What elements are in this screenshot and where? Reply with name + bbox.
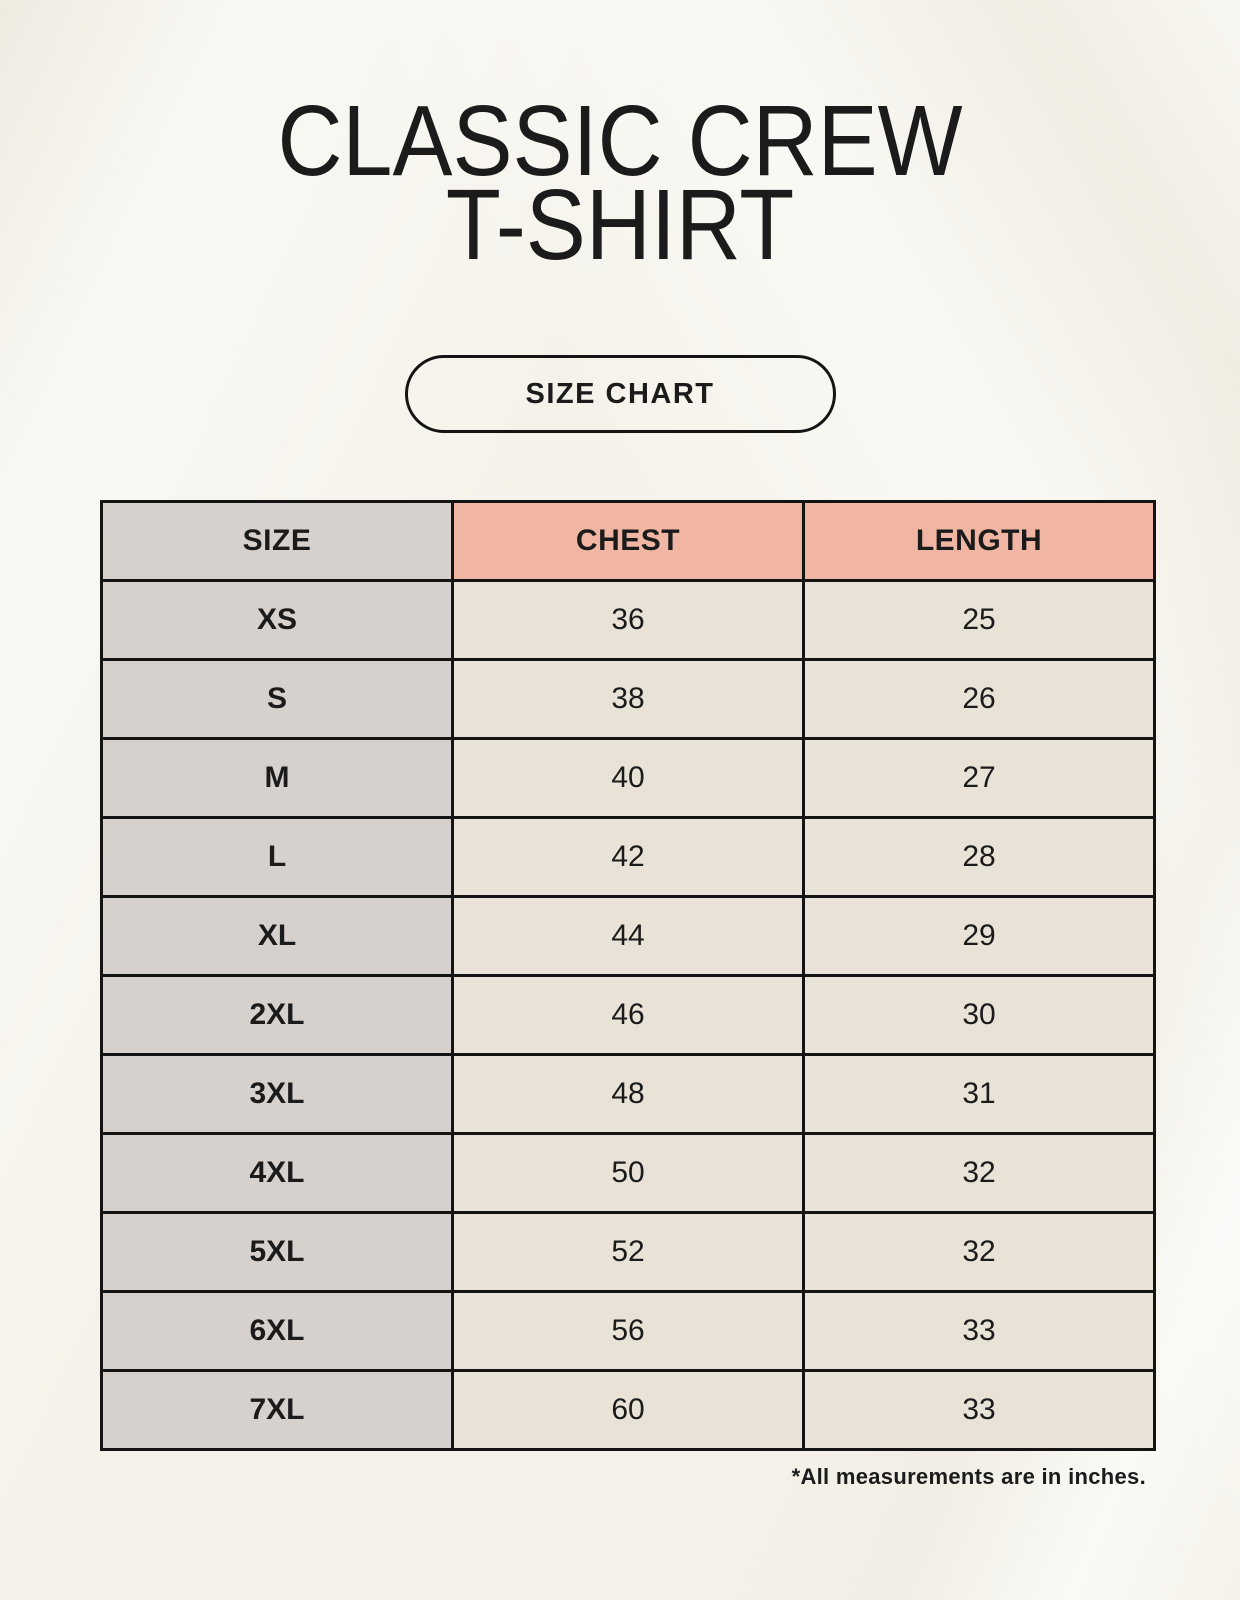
- page-title-line1: CLASSIC CREW: [277, 85, 963, 197]
- size-cell: S: [102, 660, 453, 739]
- chest-cell: 36: [453, 581, 804, 660]
- chest-cell: 50: [453, 1134, 804, 1213]
- size-cell: 4XL: [102, 1134, 453, 1213]
- size-cell: 2XL: [102, 976, 453, 1055]
- length-cell: 26: [804, 660, 1155, 739]
- page-title-line2: T-SHIRT: [445, 169, 795, 281]
- table-row: [102, 581, 1155, 660]
- table-row: [102, 1213, 1155, 1292]
- column-header-size: SIZE: [102, 502, 453, 581]
- size-cell: XS: [102, 581, 453, 660]
- size-table-section: [100, 500, 1156, 1490]
- length-cell: 31: [804, 1055, 1155, 1134]
- size-cell: M: [102, 739, 453, 818]
- size-cell: 3XL: [102, 1055, 453, 1134]
- size-cell: 7XL: [102, 1371, 453, 1450]
- length-cell: 29: [804, 897, 1155, 976]
- size-chart-flyer: [0, 85, 1240, 1490]
- chest-cell: 46: [453, 976, 804, 1055]
- size-table: [100, 500, 1156, 1451]
- size-cell: L: [102, 818, 453, 897]
- length-cell: 32: [804, 1134, 1155, 1213]
- badge-row: [0, 355, 1240, 433]
- length-cell: 30: [804, 976, 1155, 1055]
- table-row: [102, 976, 1155, 1055]
- footnote: *All measurements are in inches.: [791, 1464, 1146, 1489]
- chest-cell: 44: [453, 897, 804, 976]
- length-cell: 28: [804, 818, 1155, 897]
- table-row: [102, 1292, 1155, 1371]
- chest-cell: 60: [453, 1371, 804, 1450]
- length-cell: 33: [804, 1371, 1155, 1450]
- length-cell: 25: [804, 581, 1155, 660]
- chest-cell: 48: [453, 1055, 804, 1134]
- chest-cell: 56: [453, 1292, 804, 1371]
- size-cell: XL: [102, 897, 453, 976]
- table-row: [102, 818, 1155, 897]
- chest-cell: 38: [453, 660, 804, 739]
- table-row: [102, 739, 1155, 818]
- chest-cell: 52: [453, 1213, 804, 1292]
- table-row: [102, 1371, 1155, 1450]
- chest-cell: 42: [453, 818, 804, 897]
- length-cell: 33: [804, 1292, 1155, 1371]
- table-row: [102, 1134, 1155, 1213]
- chest-cell: 40: [453, 739, 804, 818]
- table-row: [102, 897, 1155, 976]
- length-cell: 27: [804, 739, 1155, 818]
- size-cell: 6XL: [102, 1292, 453, 1371]
- column-header-length: LENGTH: [804, 502, 1155, 581]
- page-title: [62, 85, 1178, 281]
- size-chart-badge: SIZE CHART: [405, 355, 836, 433]
- column-header-chest: CHEST: [453, 502, 804, 581]
- header-row: [102, 502, 1155, 581]
- table-row: [102, 1055, 1155, 1134]
- table-row: [102, 660, 1155, 739]
- size-cell: 5XL: [102, 1213, 453, 1292]
- length-cell: 32: [804, 1213, 1155, 1292]
